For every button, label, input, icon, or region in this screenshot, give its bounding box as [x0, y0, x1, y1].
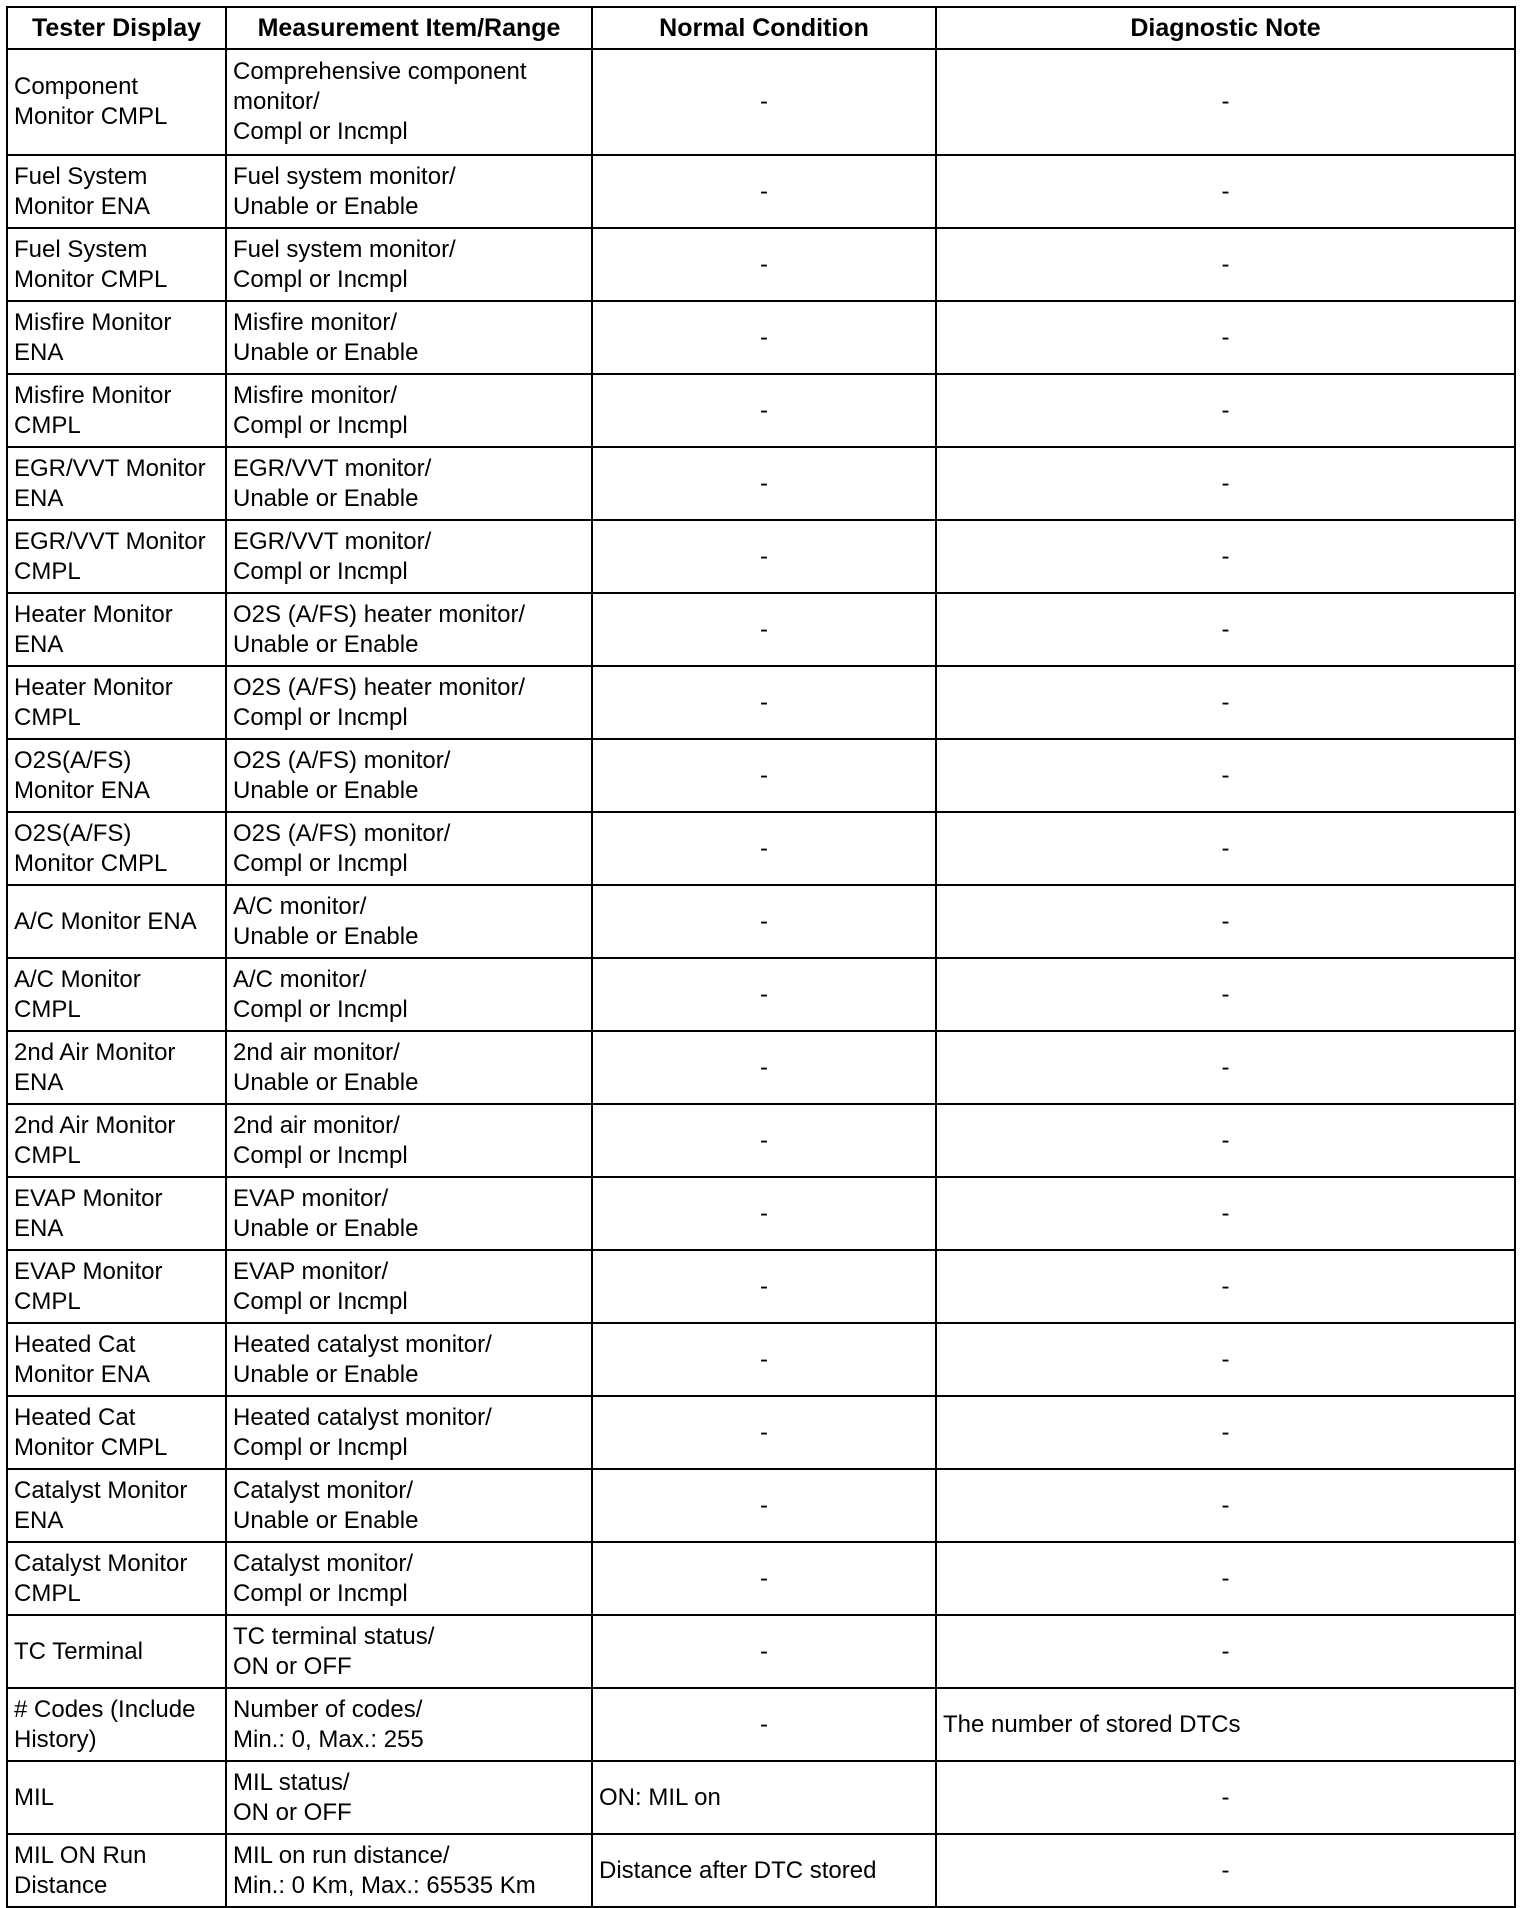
cell-measurement-item [226, 49, 592, 155]
cell-measurement-item-text: Catalyst monitor/ Compl or Incmpl [233, 1549, 414, 1607]
cell-normal-condition [592, 1031, 936, 1104]
cell-measurement-item [226, 1688, 592, 1761]
cell-normal-condition-text: Distance after DTC stored [599, 1856, 877, 1884]
cell-normal-condition [592, 374, 936, 447]
cell-tester-display [7, 520, 226, 593]
table-row [7, 374, 1515, 447]
cell-normal-condition-text: - [760, 250, 768, 278]
cell-normal-condition-text: - [760, 1710, 768, 1738]
table-row [7, 1031, 1515, 1104]
cell-diagnostic-note [936, 1177, 1515, 1250]
cell-measurement-item-text: Misfire monitor/ Compl or Incmpl [233, 381, 408, 439]
cell-measurement-item [226, 374, 592, 447]
cell-diagnostic-note-text: - [1221, 1199, 1230, 1227]
cell-measurement-item [226, 593, 592, 666]
cell-diagnostic-note [936, 374, 1515, 447]
cell-diagnostic-note-text: - [1221, 396, 1230, 424]
table-row [7, 1542, 1515, 1615]
cell-measurement-item [226, 1104, 592, 1177]
cell-diagnostic-note-text: - [1221, 88, 1230, 115]
cell-diagnostic-note [936, 958, 1515, 1031]
table-row [7, 1469, 1515, 1542]
cell-measurement-item-text: EGR/VVT monitor/ Unable or Enable [233, 454, 432, 512]
cell-normal-condition-text: - [760, 1272, 768, 1300]
cell-tester-display-text: EVAP Monitor ENA [14, 1184, 163, 1242]
table-header-row [7, 7, 1515, 49]
cell-measurement-item-text: Catalyst monitor/ Unable or Enable [233, 1476, 419, 1534]
cell-normal-condition [592, 1615, 936, 1688]
table-row [7, 1615, 1515, 1688]
cell-diagnostic-note-text: The number of stored DTCs [943, 1710, 1241, 1738]
cell-diagnostic-note-text: - [1221, 1637, 1230, 1665]
table-row [7, 958, 1515, 1031]
cell-measurement-item [226, 520, 592, 593]
table-body [7, 49, 1515, 1907]
cell-diagnostic-note [936, 885, 1515, 958]
cell-tester-display [7, 593, 226, 666]
cell-tester-display [7, 447, 226, 520]
cell-normal-condition-text: - [760, 761, 768, 789]
cell-tester-display [7, 1469, 226, 1542]
cell-diagnostic-note-text: - [1221, 1053, 1230, 1081]
cell-measurement-item [226, 739, 592, 812]
cell-tester-display-text: Heated Cat Monitor ENA [14, 1330, 151, 1388]
cell-diagnostic-note-text: - [1221, 1564, 1230, 1592]
cell-normal-condition-text: - [760, 177, 768, 205]
cell-normal-condition [592, 739, 936, 812]
cell-diagnostic-note-text: - [1221, 615, 1230, 643]
cell-normal-condition-text: - [760, 1199, 768, 1227]
cell-normal-condition-text: - [760, 1053, 768, 1081]
cell-measurement-item-text: 2nd air monitor/ Unable or Enable [233, 1038, 419, 1096]
cell-diagnostic-note [936, 1250, 1515, 1323]
cell-tester-display-text: MIL [14, 1783, 55, 1811]
cell-diagnostic-note-text: - [1221, 542, 1230, 570]
cell-normal-condition-text: ON: MIL on [599, 1783, 721, 1811]
table-row [7, 1761, 1515, 1834]
cell-tester-display-text: Catalyst Monitor CMPL [14, 1549, 188, 1607]
cell-diagnostic-note [936, 739, 1515, 812]
cell-normal-condition [592, 1177, 936, 1250]
cell-tester-display-text: TC Terminal [14, 1637, 143, 1665]
cell-tester-display-text: Heater Monitor ENA [14, 600, 173, 658]
cell-tester-display-text: O2S(A/FS) Monitor ENA [14, 746, 151, 804]
cell-diagnostic-note [936, 228, 1515, 301]
cell-measurement-item [226, 228, 592, 301]
cell-measurement-item-text: EGR/VVT monitor/ Compl or Incmpl [233, 527, 432, 585]
cell-diagnostic-note-text: - [1221, 323, 1230, 351]
cell-diagnostic-note-text: - [1221, 177, 1230, 205]
cell-tester-display-text: Component Monitor CMPL [14, 73, 168, 130]
table-row [7, 228, 1515, 301]
table-row [7, 885, 1515, 958]
cell-tester-display-text: MIL ON Run Distance [14, 1841, 147, 1899]
cell-measurement-item-text: Heated catalyst monitor/ Unable or Enable [233, 1330, 492, 1388]
cell-normal-condition [592, 593, 936, 666]
cell-diagnostic-note-text: - [1221, 1126, 1230, 1154]
cell-normal-condition-text: - [760, 980, 768, 1008]
cell-normal-condition-text: - [760, 396, 768, 424]
table-row [7, 666, 1515, 739]
cell-diagnostic-note [936, 301, 1515, 374]
cell-normal-condition-text: - [760, 1418, 768, 1446]
cell-tester-display [7, 1177, 226, 1250]
cell-tester-display [7, 1615, 226, 1688]
cell-normal-condition [592, 1104, 936, 1177]
cell-measurement-item [226, 1761, 592, 1834]
cell-measurement-item [226, 958, 592, 1031]
cell-normal-condition [592, 1469, 936, 1542]
cell-tester-display-text: A/C Monitor CMPL [14, 965, 141, 1023]
cell-measurement-item-text: Number of codes/ Min.: 0, Max.: 255 [233, 1695, 424, 1753]
table-row [7, 739, 1515, 812]
cell-normal-condition [592, 520, 936, 593]
cell-tester-display-text: Fuel System Monitor ENA [14, 162, 151, 220]
document-page [6, 6, 1514, 1908]
table-row [7, 49, 1515, 155]
header-measurement-item: Measurement Item/Range [226, 7, 592, 49]
cell-tester-display-text: A/C Monitor ENA [14, 907, 197, 935]
cell-diagnostic-note-text: - [1221, 1272, 1230, 1300]
cell-tester-display-text: Catalyst Monitor ENA [14, 1476, 188, 1534]
cell-tester-display-text: 2nd Air Monitor ENA [14, 1038, 176, 1096]
cell-tester-display-text: O2S(A/FS) Monitor CMPL [14, 819, 168, 877]
cell-measurement-item [226, 1323, 592, 1396]
cell-measurement-item [226, 1177, 592, 1250]
cell-diagnostic-note [936, 1542, 1515, 1615]
cell-measurement-item-text: O2S (A/FS) monitor/ Compl or Incmpl [233, 819, 451, 877]
cell-normal-condition-text: - [760, 907, 768, 935]
cell-tester-display [7, 1031, 226, 1104]
cell-tester-display [7, 49, 226, 155]
cell-normal-condition [592, 155, 936, 228]
cell-diagnostic-note-text: - [1221, 980, 1230, 1008]
cell-measurement-item [226, 1542, 592, 1615]
table-row [7, 1396, 1515, 1469]
cell-measurement-item-text: Heated catalyst monitor/ Compl or Incmpl [233, 1403, 492, 1461]
cell-tester-display [7, 228, 226, 301]
cell-measurement-item-text: A/C monitor/ Compl or Incmpl [233, 965, 408, 1023]
cell-measurement-item-text: Fuel system monitor/ Unable or Enable [233, 162, 456, 220]
cell-measurement-item-text: Fuel system monitor/ Compl or Incmpl [233, 235, 456, 293]
cell-normal-condition-text: - [760, 1637, 768, 1665]
cell-tester-display [7, 1396, 226, 1469]
cell-normal-condition-text: - [760, 1491, 768, 1519]
cell-diagnostic-note [936, 1615, 1515, 1688]
cell-tester-display-text: EVAP Monitor CMPL [14, 1257, 163, 1315]
cell-diagnostic-note [936, 520, 1515, 593]
cell-diagnostic-note [936, 812, 1515, 885]
cell-measurement-item-text: O2S (A/FS) heater monitor/ Unable or Enable [233, 600, 526, 658]
data-list-table [6, 6, 1516, 1908]
cell-normal-condition-text: - [760, 1564, 768, 1592]
table-row [7, 1177, 1515, 1250]
table-row [7, 447, 1515, 520]
cell-normal-condition [592, 1834, 936, 1907]
cell-measurement-item-text: A/C monitor/ Unable or Enable [233, 892, 419, 950]
cell-tester-display [7, 812, 226, 885]
cell-measurement-item-text: O2S (A/FS) monitor/ Unable or Enable [233, 746, 451, 804]
cell-normal-condition [592, 1761, 936, 1834]
cell-normal-condition-text: - [760, 1126, 768, 1154]
cell-tester-display-text: Heated Cat Monitor CMPL [14, 1403, 168, 1461]
cell-normal-condition [592, 49, 936, 155]
cell-tester-display [7, 1323, 226, 1396]
table-row [7, 301, 1515, 374]
cell-diagnostic-note [936, 1031, 1515, 1104]
cell-diagnostic-note [936, 49, 1515, 155]
cell-measurement-item [226, 301, 592, 374]
cell-diagnostic-note [936, 1323, 1515, 1396]
cell-measurement-item-text: MIL status/ ON or OFF [233, 1768, 352, 1826]
table-row [7, 1688, 1515, 1761]
cell-diagnostic-note-text: - [1221, 1783, 1230, 1811]
table-row [7, 593, 1515, 666]
table-row [7, 1250, 1515, 1323]
cell-tester-display [7, 958, 226, 1031]
cell-measurement-item [226, 666, 592, 739]
cell-normal-condition [592, 1688, 936, 1761]
cell-diagnostic-note-text: - [1221, 1491, 1230, 1519]
table-row [7, 1323, 1515, 1396]
cell-tester-display-text: 2nd Air Monitor CMPL [14, 1111, 176, 1169]
cell-diagnostic-note-text: - [1221, 250, 1230, 278]
cell-tester-display [7, 1688, 226, 1761]
cell-measurement-item [226, 1615, 592, 1688]
cell-diagnostic-note-text: - [1221, 688, 1230, 716]
cell-normal-condition-text: - [760, 542, 768, 570]
cell-normal-condition [592, 885, 936, 958]
table-row [7, 155, 1515, 228]
table-row [7, 520, 1515, 593]
cell-measurement-item [226, 155, 592, 228]
cell-normal-condition [592, 666, 936, 739]
cell-tester-display [7, 155, 226, 228]
cell-normal-condition [592, 1323, 936, 1396]
cell-diagnostic-note [936, 1688, 1515, 1761]
cell-diagnostic-note-text: - [1221, 1345, 1230, 1373]
cell-measurement-item [226, 1469, 592, 1542]
cell-measurement-item-text: Comprehensive component monitor/ Compl or Incmpl [233, 58, 527, 145]
cell-tester-display-text: Misfire Monitor CMPL [14, 381, 172, 439]
cell-diagnostic-note [936, 593, 1515, 666]
cell-diagnostic-note [936, 1834, 1515, 1907]
cell-tester-display [7, 739, 226, 812]
cell-diagnostic-note-text: - [1221, 1856, 1230, 1884]
cell-measurement-item [226, 812, 592, 885]
cell-normal-condition [592, 812, 936, 885]
cell-normal-condition-text: - [760, 615, 768, 643]
header-normal-condition: Normal Condition [592, 7, 936, 49]
cell-tester-display-text: EGR/VVT Monitor CMPL [14, 527, 206, 585]
cell-tester-display [7, 301, 226, 374]
header-diagnostic-note: Diagnostic Note [936, 7, 1515, 49]
cell-diagnostic-note-text: - [1221, 834, 1230, 862]
cell-measurement-item [226, 1834, 592, 1907]
cell-diagnostic-note-text: - [1221, 1418, 1230, 1446]
cell-tester-display [7, 666, 226, 739]
cell-measurement-item [226, 1250, 592, 1323]
cell-tester-display-text: EGR/VVT Monitor ENA [14, 454, 206, 512]
cell-tester-display [7, 1761, 226, 1834]
cell-measurement-item-text: TC terminal status/ ON or OFF [233, 1622, 435, 1680]
table-row [7, 1104, 1515, 1177]
cell-tester-display-text: Fuel System Monitor CMPL [14, 235, 168, 293]
cell-normal-condition [592, 447, 936, 520]
cell-normal-condition [592, 1542, 936, 1615]
cell-diagnostic-note-text: - [1221, 761, 1230, 789]
cell-measurement-item [226, 1396, 592, 1469]
cell-normal-condition [592, 958, 936, 1031]
cell-tester-display [7, 374, 226, 447]
cell-normal-condition-text: - [760, 469, 768, 497]
cell-measurement-item-text: O2S (A/FS) heater monitor/ Compl or Incmpl [233, 673, 526, 731]
cell-tester-display [7, 1250, 226, 1323]
cell-diagnostic-note [936, 1469, 1515, 1542]
table-row [7, 1834, 1515, 1907]
cell-diagnostic-note [936, 666, 1515, 739]
cell-diagnostic-note [936, 1104, 1515, 1177]
cell-measurement-item [226, 1031, 592, 1104]
cell-tester-display [7, 1104, 226, 1177]
cell-measurement-item-text: EVAP monitor/ Unable or Enable [233, 1184, 419, 1242]
cell-normal-condition [592, 228, 936, 301]
cell-normal-condition-text: - [760, 88, 768, 115]
cell-diagnostic-note-text: - [1221, 469, 1230, 497]
table-row [7, 812, 1515, 885]
cell-measurement-item [226, 885, 592, 958]
cell-diagnostic-note [936, 155, 1515, 228]
cell-normal-condition [592, 1396, 936, 1469]
cell-tester-display [7, 1542, 226, 1615]
cell-diagnostic-note [936, 447, 1515, 520]
cell-diagnostic-note [936, 1761, 1515, 1834]
header-tester-display: Tester Display [7, 7, 226, 49]
cell-measurement-item-text: 2nd air monitor/ Compl or Incmpl [233, 1111, 408, 1169]
cell-normal-condition-text: - [760, 834, 768, 862]
cell-normal-condition-text: - [760, 688, 768, 716]
cell-tester-display-text: Heater Monitor CMPL [14, 673, 173, 731]
cell-measurement-item-text: MIL on run distance/ Min.: 0 Km, Max.: 65535 Km [233, 1841, 536, 1899]
cell-normal-condition [592, 301, 936, 374]
cell-normal-condition [592, 1250, 936, 1323]
cell-tester-display [7, 885, 226, 958]
cell-normal-condition-text: - [760, 1345, 768, 1373]
cell-diagnostic-note [936, 1396, 1515, 1469]
cell-measurement-item [226, 447, 592, 520]
cell-normal-condition-text: - [760, 323, 768, 351]
cell-tester-display-text: # Codes (Include History) [14, 1695, 196, 1753]
cell-diagnostic-note-text: - [1221, 907, 1230, 935]
cell-tester-display [7, 1834, 226, 1907]
cell-measurement-item-text: EVAP monitor/ Compl or Incmpl [233, 1257, 408, 1315]
cell-measurement-item-text: Misfire monitor/ Unable or Enable [233, 308, 419, 366]
cell-tester-display-text: Misfire Monitor ENA [14, 308, 172, 366]
